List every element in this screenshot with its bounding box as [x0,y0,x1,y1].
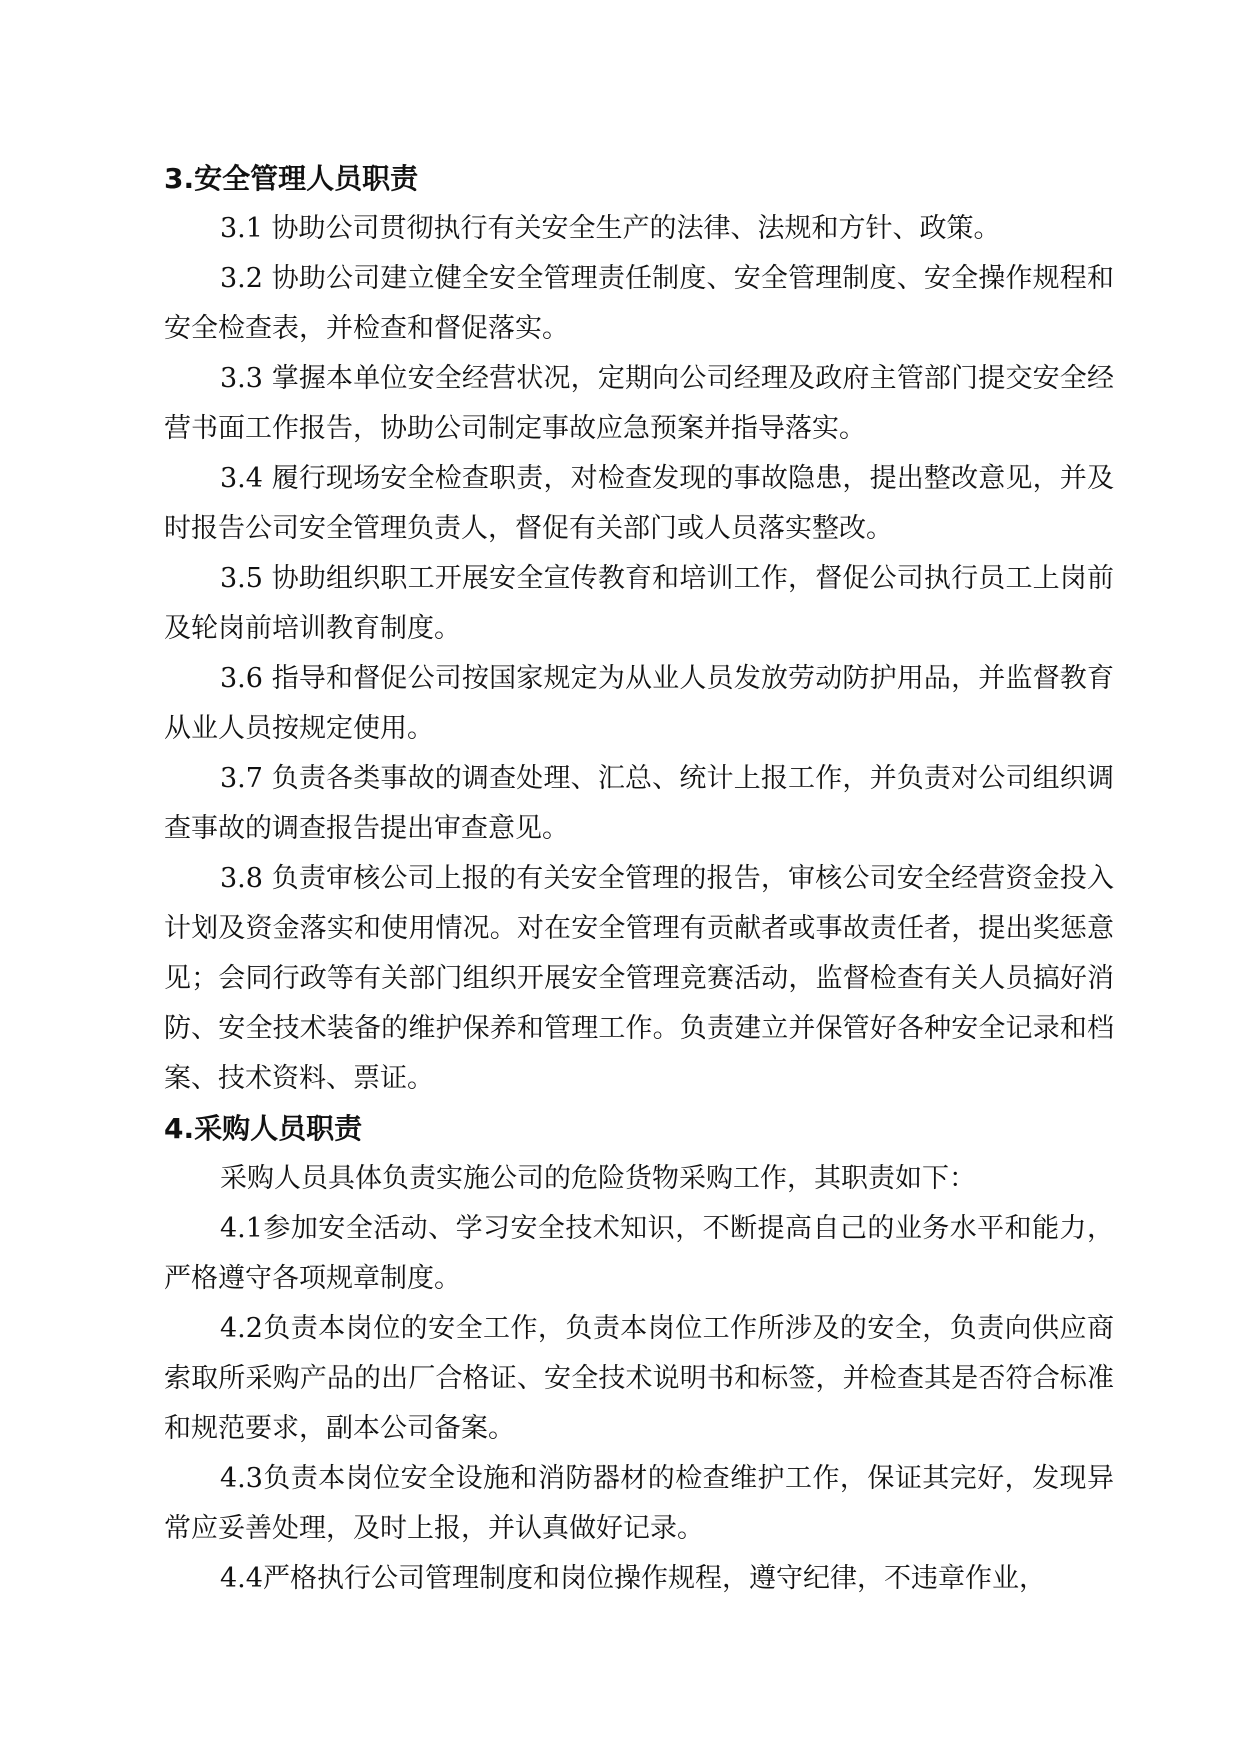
item-4-4: 4.4严格执行公司管理制度和岗位操作规程，遵守纪律，不违章作业， [220,1563,1046,1594]
item-4-3: 4.3负责本岗位安全设施和消防器材的检查维护工作，保证其完好，发现异常应妥善处理，及时上报，并认真做好记录。 [164,1463,1114,1544]
document-page [164,154,1114,1604]
item-3-8: 3.8 负责审核公司上报的有关安全管理的报告，审核公司安全经营资金投入计划及资金落实和使用情况。对在安全管理有贡献者或事故责任者，提出奖惩意见；会同行政等有关部门组织开展安全管理竞赛活动，监督检查有关人员搞好消防、安全技术装备的维护保养和管理工作。负责建立并保管好各种安全记录和档案、技术资料、票证。 [164,863,1114,1094]
section-3-heading: 3.安全管理人员职责 [164,162,419,195]
item-3-2: 3.2 协助公司建立健全安全管理责任制度、安全管理制度、安全操作规程和安全检查表，并检查和督促落实。 [164,263,1114,344]
item-3-7: 3.7 负责各类事故的调查处理、汇总、统计上报工作，并负责对公司组织调查事故的调查报告提出审查意见。 [164,763,1114,844]
item-3-4: 3.4 履行现场安全检查职责，对检查发现的事故隐患，提出整改意见，并及时报告公司安全管理负责人，督促有关部门或人员落实整改。 [164,463,1114,544]
item-4-2: 4.2负责本岗位的安全工作，负责本岗位工作所涉及的安全，负责向供应商索取所采购产品的出厂合格证、安全技术说明书和标签，并检查其是否符合标准和规范要求，副本公司备案。 [164,1313,1114,1444]
section-4-heading: 4.采购人员职责 [164,1112,363,1145]
item-4-1: 4.1参加安全活动、学习安全技术知识，不断提高自己的业务水平和能力，严格遵守各项规章制度。 [164,1213,1114,1294]
section-4-intro: 采购人员具体负责实施公司的危险货物采购工作，其职责如下： [220,1163,976,1194]
item-3-5: 3.5 协助组织职工开展安全宣传教育和培训工作，督促公司执行员工上岗前及轮岗前培训教育制度。 [164,563,1114,644]
item-3-6: 3.6 指导和督促公司按国家规定为从业人员发放劳动防护用品，并监督教育从业人员按规定使用。 [164,663,1114,744]
item-3-1: 3.1 协助公司贯彻执行有关安全生产的法律、法规和方针、政策。 [220,213,1001,244]
item-3-3: 3.3 掌握本单位安全经营状况，定期向公司经理及政府主管部门提交安全经营书面工作报告，协助公司制定事故应急预案并指导落实。 [164,363,1114,444]
